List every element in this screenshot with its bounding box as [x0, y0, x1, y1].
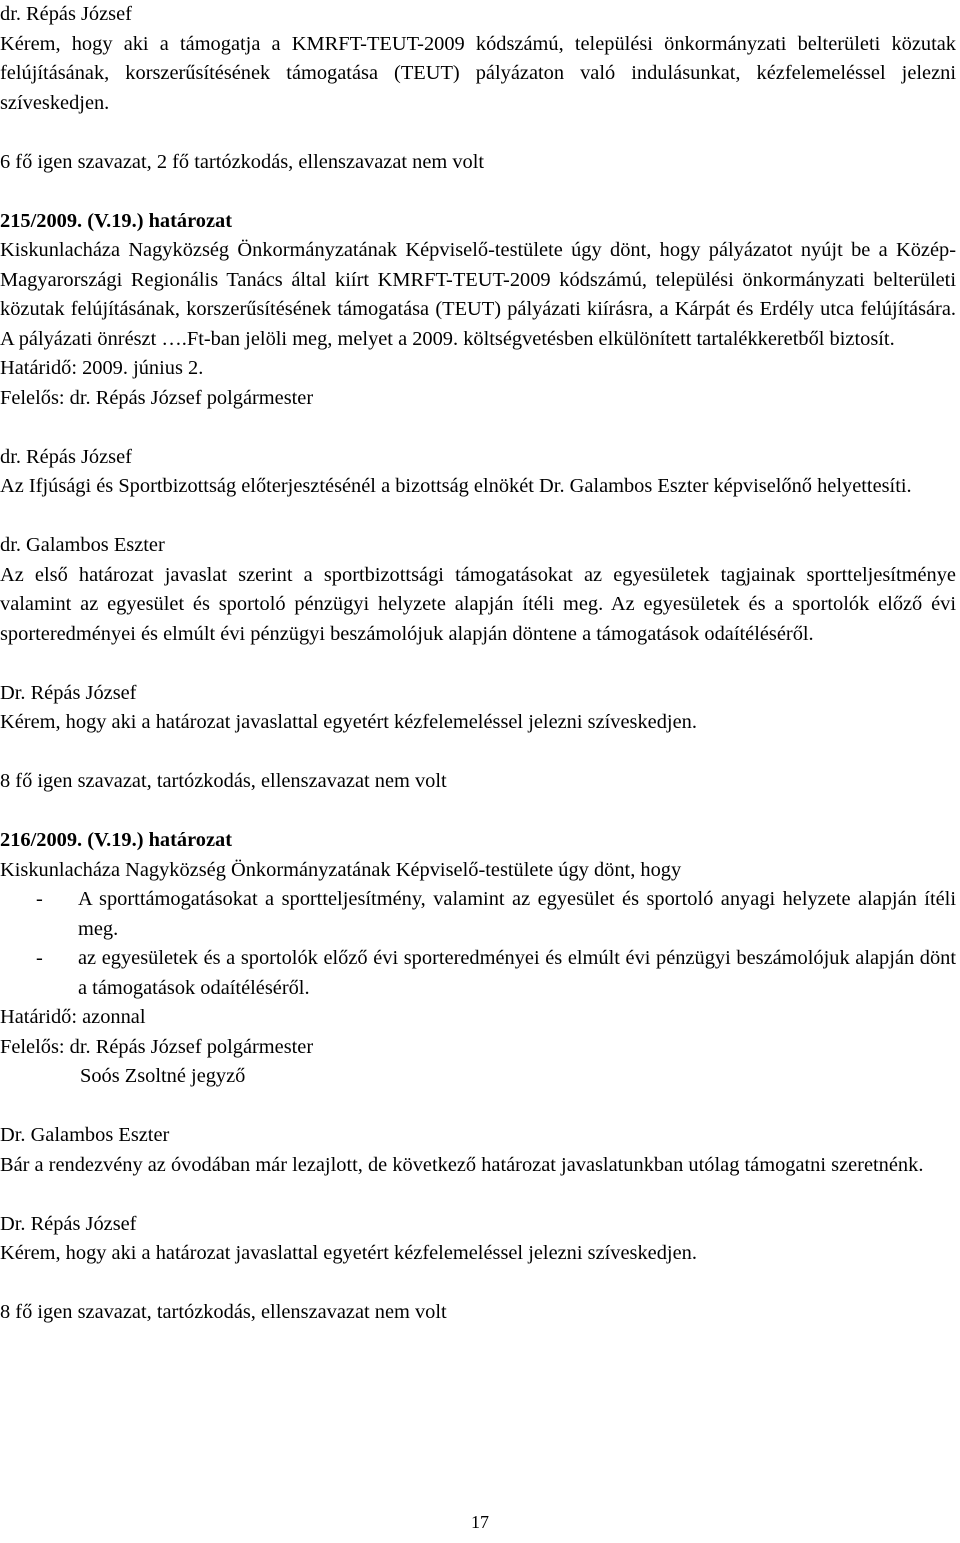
speech-text: Az Ifjúsági és Sportbizottság előterjesztésénél a bizottság elnökét Dr. Galambos Eszter képviselőnő helyettesíti.: [0, 475, 912, 497]
vote-result: 8 fő igen szavazat, tartózkodás, ellenszavazat nem volt: [0, 1301, 447, 1323]
resolution-deadline: Határidő: azonnal: [0, 1006, 146, 1028]
speech-repas-3: [0, 679, 956, 738]
speech-text: Kérem, hogy aki a határozat javaslattal egyetért kézfelemeléssel jelezni szíveskedjen.: [0, 1242, 697, 1264]
resolution-215: [0, 207, 956, 414]
resolution-responsible: Felelős: dr. Répás József polgármester: [0, 386, 314, 409]
speaker-name: dr. Galambos Eszter: [0, 534, 165, 556]
resolution-responsible: Felelős: dr. Répás József polgármester: [0, 1035, 314, 1058]
resolution-deadline: Határidő: 2009. június 2.: [0, 357, 204, 379]
resolution-text: Kiskunlacháza Nagyközség Önkormányzatának Képviselő-testülete úgy dönt, hogy pályázatot nyújt be a Közép-Magyarországi Regionális Tanács által kiírt KMRFT-TEUT-2009 kódszámú, települési önkormányzati belterületi közutak felújításának, korszerűsítésének támogatása (TEUT) pályázati kiírásra, a Kárpát és Erdély utca felújítására. A pályázati önrészt ….Ft-ban jelöli meg, melyet a 2009. költségvetésben elkülönített tartalékkeretből biztosít.: [0, 239, 956, 350]
list-item-text: A sporttámogatásokat a sportteljesítmény, valamint az egyesület és sportoló anyagi helyzete alapján ítéli meg.: [78, 888, 956, 940]
vote-result: 8 fő igen szavazat, tartózkodás, ellenszavazat nem volt: [0, 770, 447, 792]
dash-bullet: -: [36, 888, 43, 910]
speech-galambos-1: [0, 531, 956, 649]
dash-bullet: -: [36, 947, 43, 969]
speaker-name: dr. Répás József: [0, 445, 132, 468]
vote-result: 6 fő igen szavazat, 2 fő tartózkodás, ellenszavazat nem volt: [0, 150, 485, 173]
resolution-216: [0, 826, 956, 1092]
resolution-list: [0, 885, 956, 1003]
speech-repas-2: [0, 443, 956, 502]
speaker-name: Dr. Répás József: [0, 1212, 137, 1235]
speaker-name: Dr. Répás József: [0, 681, 137, 704]
speech-text: Kérem, hogy aki a határozat javaslattal egyetért kézfelemeléssel jelezni szíveskedjen.: [0, 711, 697, 733]
page-number: 17: [471, 1512, 489, 1532]
list-item-text: az egyesületek és a sportolók előző évi sporteredményei és elmúlt évi pénzügyi beszámolójuk alapján dönt a támogatások odaítéléséről.: [78, 947, 956, 999]
speech-text: Bár a rendezvény az óvodában már lezajlott, de következő határozat javaslatunkban utólag támogatni szeretnénk.: [0, 1153, 924, 1176]
speech-text: Az első határozat javaslat szerint a sportbizottsági támogatásokat az egyesületek tagjainak sportteljesítménye valamint az egyesület és sportoló pénzügyi helyzete alapján ítéli meg. Az egyesületek és a sportolók előző évi sporteredményei és elmúlt évi pénzügyi beszámolójuk alapján döntene a támogatások odaítéléséről.: [0, 563, 956, 645]
resolution-intro: Kiskunlacháza Nagyközség Önkormányzatának Képviselő-testülete úgy dönt, hogy: [0, 858, 682, 881]
list-item: [0, 885, 956, 944]
resolution-responsible-secondary: Soós Zsoltné jegyző: [80, 1065, 246, 1087]
speaker-name: Dr. Galambos Eszter: [0, 1124, 170, 1146]
speech-galambos-2: [0, 1121, 956, 1180]
resolution-title: 216/2009. (V.19.) határozat: [0, 829, 233, 851]
resolution-title: 215/2009. (V.19.) határozat: [0, 209, 233, 232]
speech-repas-1: [0, 0, 956, 118]
speaker-name: dr. Répás József: [0, 3, 132, 25]
speech-repas-4: [0, 1210, 956, 1269]
list-item: [0, 944, 956, 1003]
speech-text: Kérem, hogy aki a támogatja a KMRFT-TEUT-2009 kódszámú, települési önkormányzati belterületi közutak felújításának, korszerűsítésének támogatása (TEUT) pályázaton való indulásunkat, kézfelemeléssel jelezni szíveskedjen.: [0, 32, 956, 114]
